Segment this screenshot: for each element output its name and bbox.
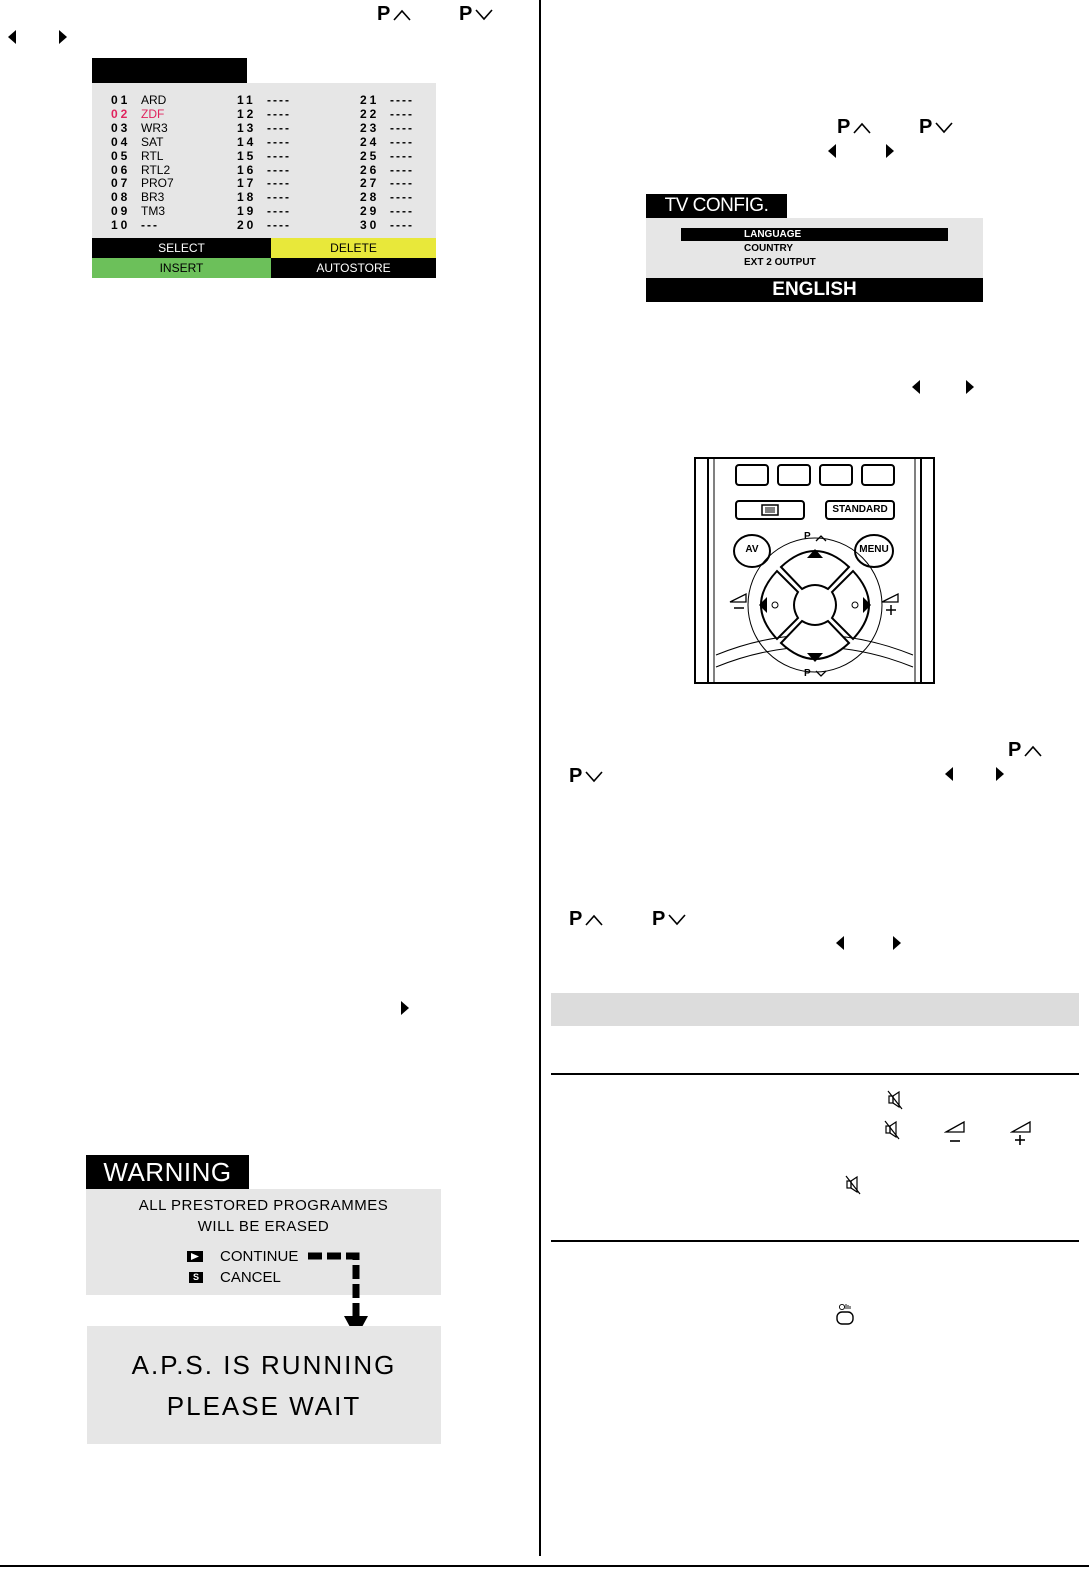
picture-key-icon xyxy=(834,1303,858,1327)
program-number: 18 xyxy=(237,190,257,205)
program-name: ---- xyxy=(390,93,414,107)
program-name: ---- xyxy=(267,176,291,191)
p-up-symbol: P xyxy=(1008,740,1042,760)
p-up-symbol: P xyxy=(837,117,871,137)
tv-config-panel xyxy=(646,218,983,278)
program-name: ---- xyxy=(390,176,414,191)
table-row[interactable] xyxy=(92,163,436,177)
program-name: ---- xyxy=(267,218,291,233)
program-name: BR3 xyxy=(141,190,165,205)
program-name: TM3 xyxy=(141,204,165,219)
program-number: 02 xyxy=(111,106,131,121)
table-row[interactable] xyxy=(92,190,436,204)
chevron-down-icon xyxy=(475,9,493,21)
chevron-up-icon xyxy=(585,914,603,926)
program-number: 05 xyxy=(111,148,131,163)
program-table-title-bar xyxy=(92,58,247,83)
program-name: PRO7 xyxy=(141,176,174,191)
select-button[interactable]: SELECT xyxy=(92,238,271,258)
program-name: ---- xyxy=(267,106,291,121)
program-number: 07 xyxy=(111,176,131,191)
program-name: ---- xyxy=(390,148,414,163)
table-row[interactable] xyxy=(92,218,436,232)
warning-panel xyxy=(86,1189,441,1295)
s-key-icon: S xyxy=(189,1272,203,1283)
table-row[interactable] xyxy=(92,107,436,121)
insert-button[interactable]: INSERT xyxy=(92,258,271,278)
program-number: 17 xyxy=(237,176,257,191)
column-divider xyxy=(539,0,541,1556)
table-row[interactable] xyxy=(92,121,436,135)
chevron-down-icon xyxy=(668,914,686,926)
aps-status-panel xyxy=(87,1326,441,1444)
program-name: RTL2 xyxy=(141,162,171,177)
right-arrow-icon xyxy=(59,30,67,44)
program-number: 12 xyxy=(237,106,257,121)
p-down-symbol: P xyxy=(569,766,603,786)
right-arrow-icon xyxy=(996,767,1004,781)
program-number: 21 xyxy=(360,93,380,107)
program-name: ---- xyxy=(390,134,414,149)
program-name: ZDF xyxy=(141,106,165,121)
p-down-symbol: P xyxy=(459,4,493,24)
program-name: --- xyxy=(141,218,159,233)
tv-config-value: ENGLISH xyxy=(646,278,983,302)
remote-av-button[interactable]: AV xyxy=(745,544,759,555)
left-arrow-icon xyxy=(836,936,844,950)
program-name: ---- xyxy=(267,93,291,107)
program-number: 14 xyxy=(237,134,257,149)
table-row[interactable] xyxy=(92,176,436,190)
aps-wait-text: PLEASE WAIT xyxy=(166,1391,362,1421)
program-number: 06 xyxy=(111,162,131,177)
program-number: 22 xyxy=(360,106,380,121)
volume-down-icon xyxy=(944,1120,966,1146)
program-name: ARD xyxy=(141,93,167,107)
tv-config-item-ext2-output[interactable]: EXT 2 OUTPUT xyxy=(744,257,816,268)
program-name: ---- xyxy=(390,204,414,219)
left-arrow-icon xyxy=(828,144,836,158)
program-name: ---- xyxy=(390,218,414,233)
program-number: 26 xyxy=(360,162,380,177)
program-name: ---- xyxy=(390,190,414,205)
table-row[interactable] xyxy=(92,93,436,107)
right-arrow-icon xyxy=(966,380,974,394)
chevron-up-icon xyxy=(393,9,411,21)
left-arrow-icon xyxy=(912,380,920,394)
aps-running-text: A.P.S. IS RUNNING xyxy=(131,1350,397,1380)
program-number: 23 xyxy=(360,120,380,135)
program-number: 24 xyxy=(360,134,380,149)
chevron-down-icon xyxy=(935,122,953,134)
program-number: 30 xyxy=(360,218,380,233)
continue-label: CONTINUE xyxy=(220,1248,299,1265)
right-arrow-icon xyxy=(401,1001,409,1015)
divider xyxy=(551,1240,1079,1242)
p-up-symbol: P xyxy=(377,4,411,24)
p-down-symbol: P xyxy=(919,117,953,137)
volume-up-icon xyxy=(1010,1120,1032,1146)
program-number: 08 xyxy=(111,190,131,205)
table-row[interactable] xyxy=(92,149,436,163)
program-number: 10 xyxy=(111,218,131,233)
program-number: 29 xyxy=(360,204,380,219)
table-row[interactable] xyxy=(92,135,436,149)
warning-title: WARNING xyxy=(86,1155,249,1189)
remote-control-illustration xyxy=(694,457,935,684)
p-down-symbol: P xyxy=(652,909,686,929)
program-number: 13 xyxy=(237,120,257,135)
remote-p-down-label: P xyxy=(804,668,811,679)
program-number: 19 xyxy=(237,204,257,219)
warning-line-2: WILL BE ERASED xyxy=(197,1218,330,1235)
right-arrow-icon xyxy=(886,144,894,158)
chevron-down-icon xyxy=(585,771,603,783)
tv-config-item-language[interactable]: LANGUAGE xyxy=(744,229,802,240)
program-name: ---- xyxy=(267,148,291,163)
program-name: ---- xyxy=(267,134,291,149)
program-number: 04 xyxy=(111,134,131,149)
program-number: 11 xyxy=(237,93,256,107)
divider xyxy=(551,1073,1079,1075)
program-name: RTL xyxy=(141,148,164,163)
remote-p-up-label: P xyxy=(804,531,811,542)
program-number: 28 xyxy=(360,190,380,205)
program-name: WR3 xyxy=(141,120,168,135)
program-number: 16 xyxy=(237,162,257,177)
autostore-button[interactable]: AUTOSTORE xyxy=(271,258,436,278)
program-name: ---- xyxy=(267,162,291,177)
cancel-label: CANCEL xyxy=(220,1269,281,1286)
program-name: ---- xyxy=(390,120,414,135)
p-up-symbol: P xyxy=(569,909,603,929)
table-row[interactable] xyxy=(92,204,436,218)
left-arrow-icon xyxy=(8,30,16,44)
mute-icon xyxy=(844,1175,862,1195)
warning-line-1: ALL PRESTORED PROGRAMMES xyxy=(138,1197,389,1214)
mute-icon xyxy=(883,1120,901,1140)
program-number: 25 xyxy=(360,148,380,163)
remote-standard-button[interactable]: STANDARD xyxy=(832,504,888,515)
program-name: ---- xyxy=(267,204,291,219)
program-number: 27 xyxy=(360,176,380,191)
delete-button[interactable]: DELETE xyxy=(271,238,436,258)
tv-config-title: TV CONFIG. xyxy=(646,194,787,218)
program-number: 09 xyxy=(111,204,131,219)
program-number: 01 xyxy=(111,93,131,107)
program-number: 15 xyxy=(237,148,257,163)
program-name: SAT xyxy=(141,134,164,149)
right-arrow-icon xyxy=(893,936,901,950)
program-table xyxy=(92,83,436,238)
footer-rule xyxy=(0,1565,1089,1567)
remote-menu-button[interactable]: MENU xyxy=(859,544,889,555)
program-name: ---- xyxy=(390,106,414,121)
program-number: 03 xyxy=(111,120,131,135)
program-number: 20 xyxy=(237,218,257,233)
tv-config-item-country[interactable]: COUNTRY xyxy=(744,243,794,254)
program-name: ---- xyxy=(267,190,291,205)
chevron-up-icon xyxy=(1024,745,1042,757)
tv-config-highlight xyxy=(681,228,948,241)
chevron-up-icon xyxy=(853,122,871,134)
left-arrow-icon xyxy=(945,767,953,781)
section-heading-bar xyxy=(551,993,1079,1026)
program-name: ---- xyxy=(390,162,414,177)
program-name: ---- xyxy=(267,120,291,135)
mute-icon xyxy=(886,1090,904,1110)
play-key-icon xyxy=(187,1251,203,1262)
